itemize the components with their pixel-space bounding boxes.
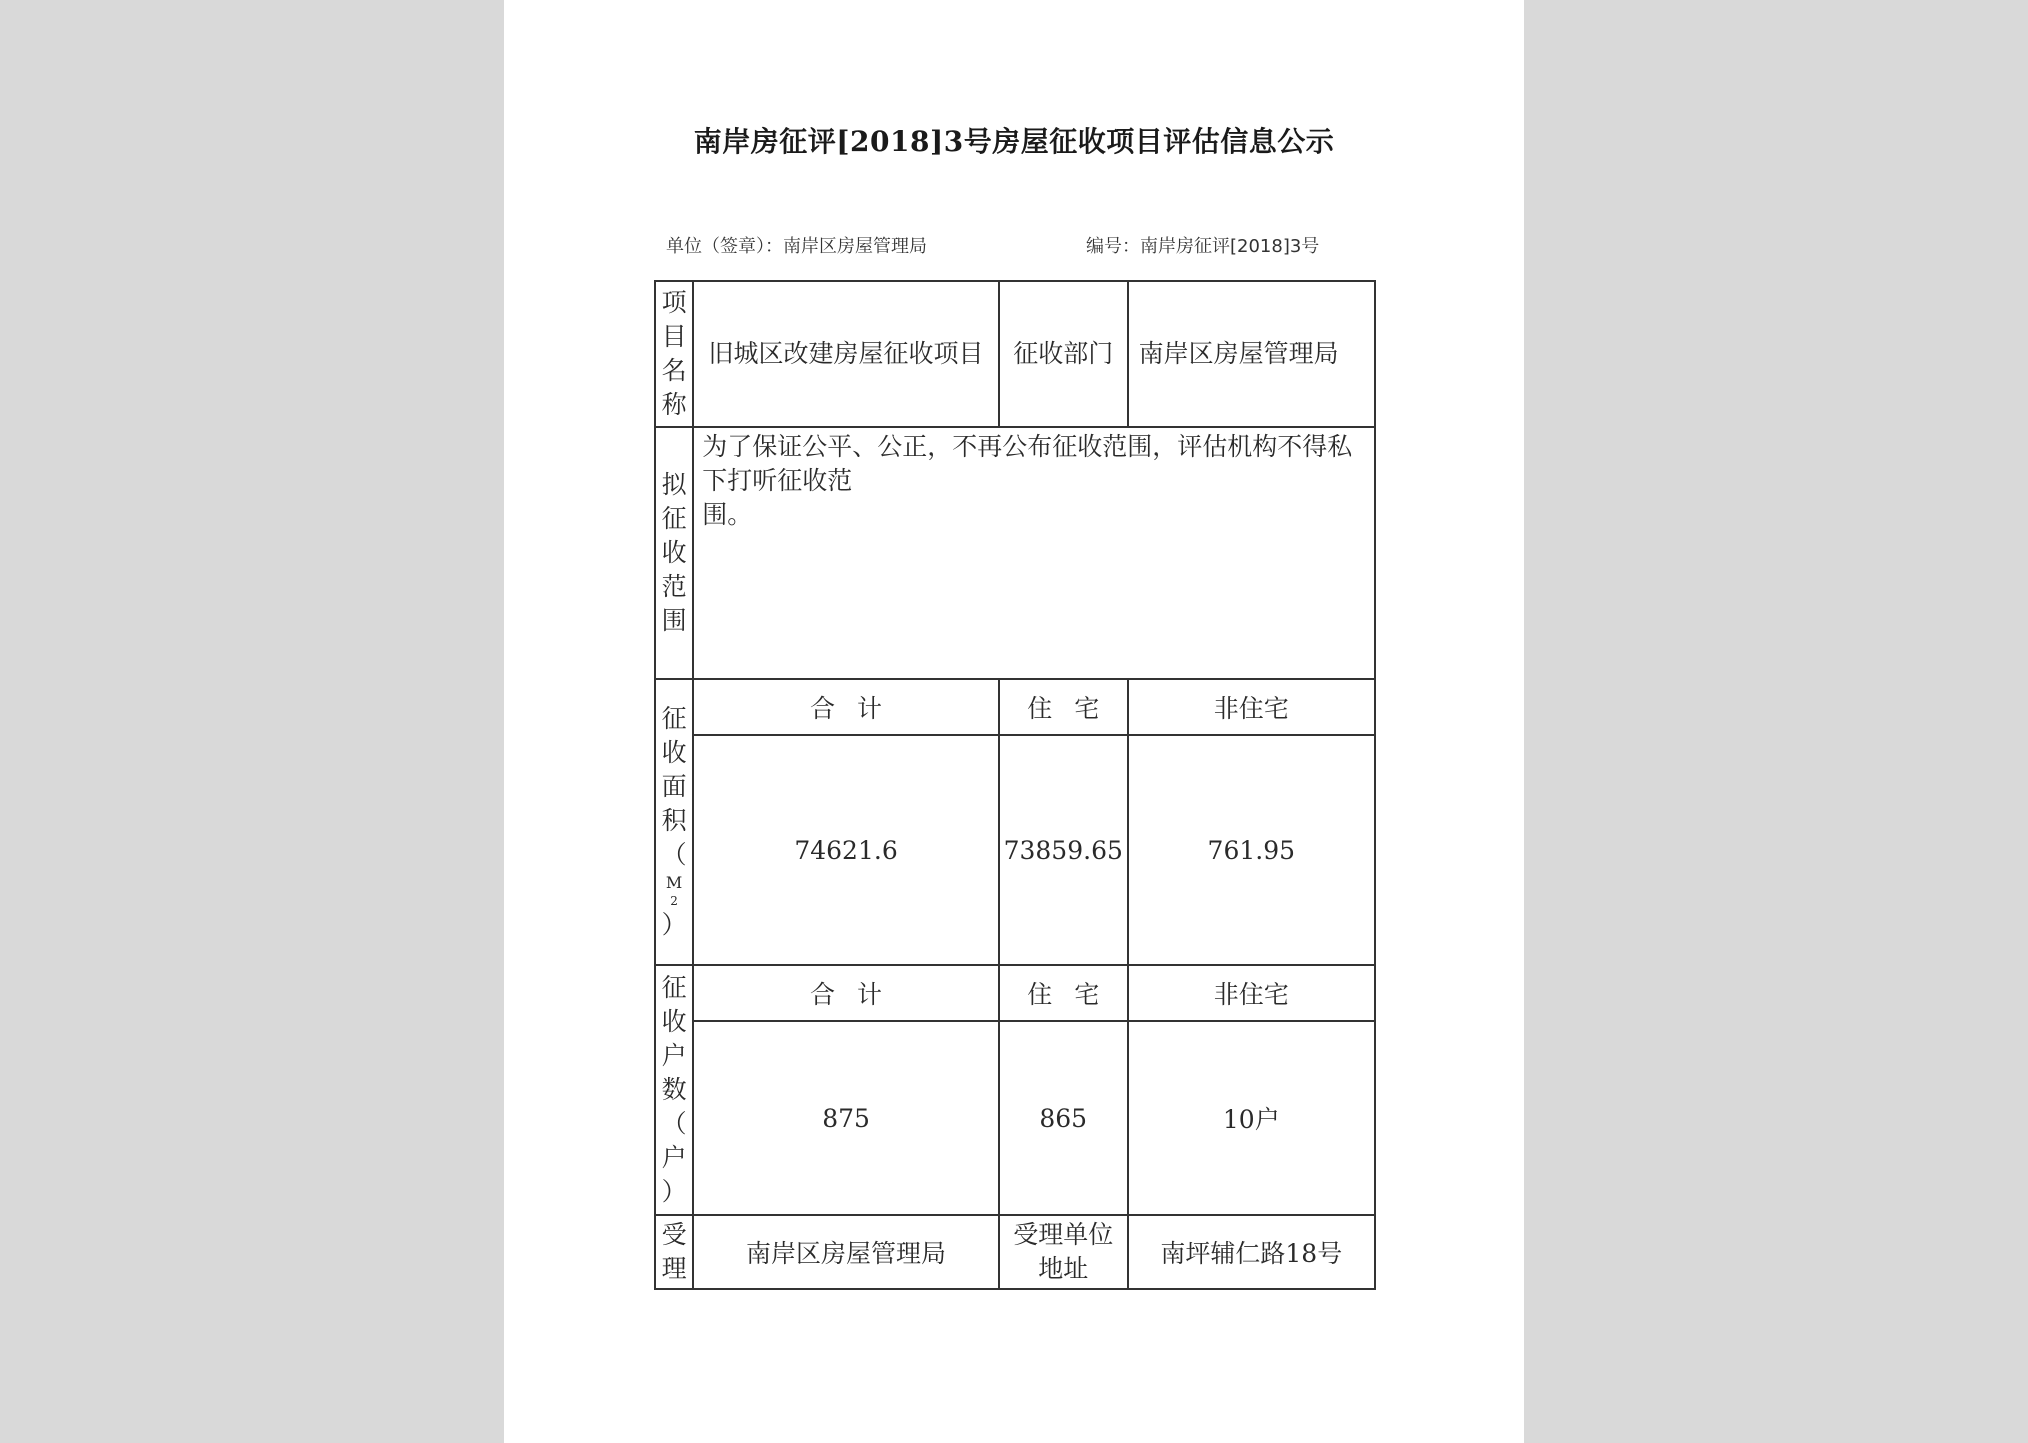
area-header-nonresidential: 非住宅: [1128, 679, 1375, 735]
area-label: 征 收 面 积 （ M 2 ）: [655, 679, 693, 965]
scope-value: 为了保证公平、公正，不再公布征收范围，评估机构不得私下打听征收范 围。: [693, 427, 1375, 679]
dept-label: 征收部门: [999, 281, 1128, 427]
document-number: 编号：南岸房征评[2018]3号: [1086, 236, 1320, 257]
households-residential: 865: [999, 1021, 1128, 1215]
table-row-scope: [655, 427, 1375, 679]
households-total: 875: [693, 1021, 999, 1215]
area-nonresidential: 761.95: [1128, 735, 1375, 965]
table-row-households-values: [655, 1021, 1375, 1215]
households-header-nonresidential: 非住宅: [1128, 965, 1375, 1021]
table-row-area-values: [655, 735, 1375, 965]
area-total: 74621.6: [693, 735, 999, 965]
dept-value: 南岸区房屋管理局: [1128, 281, 1375, 427]
acceptance-label: 受 理: [655, 1215, 693, 1289]
area-residential: 73859.65: [999, 735, 1128, 965]
table-row-area-header: [655, 679, 1375, 735]
area-header-residential: 住宅: [999, 679, 1128, 735]
scope-label: 拟 征 收 范 围: [655, 427, 693, 679]
document-title: 南岸房征评[2018]3号房屋征收项目评估信息公示: [693, 125, 1335, 158]
households-header-residential: 住宅: [999, 965, 1128, 1021]
households-label: 征 收 户 数 （ 户 ）: [655, 965, 693, 1215]
acceptance-address: 南坪辅仁路18号: [1128, 1215, 1375, 1289]
table-row-project-name: [655, 281, 1375, 427]
households-nonresidential: 10户: [1128, 1021, 1375, 1215]
acceptance-unit: 南岸区房屋管理局: [693, 1215, 999, 1289]
area-header-total: 合计: [693, 679, 999, 735]
acceptance-address-label: 受理单位地址: [999, 1215, 1128, 1289]
households-header-total: 合计: [693, 965, 999, 1021]
unit-label: 单位（签章）：南岸区房屋管理局: [666, 236, 927, 257]
info-table: [654, 280, 1376, 1290]
table-row-households-header: [655, 965, 1375, 1021]
document-page: [504, 0, 1524, 1443]
project-name-value: 旧城区改建房屋征收项目: [693, 281, 999, 427]
project-name-label: 项 目 名 称: [655, 281, 693, 427]
table-row-acceptance: [655, 1215, 1375, 1289]
